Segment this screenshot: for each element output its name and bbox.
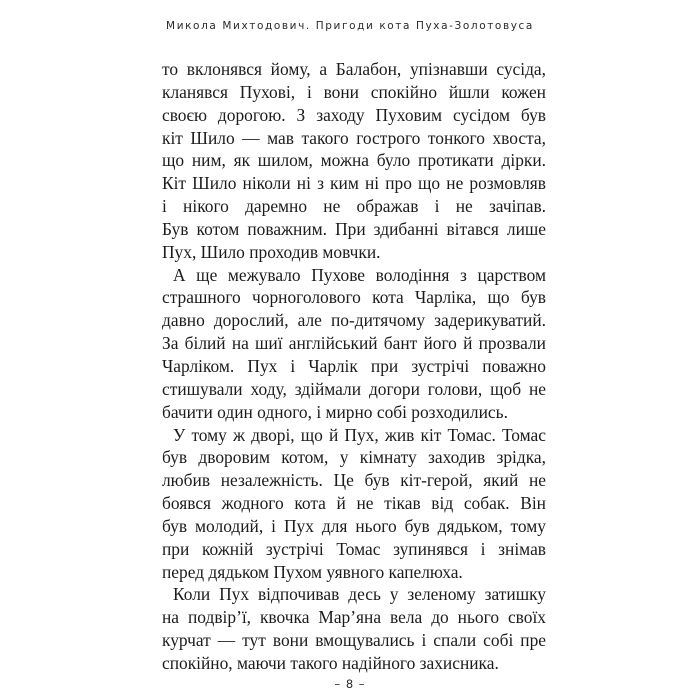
- text-line: Чарліком. Пух і Чарлік при зустрічі поважно: [162, 355, 546, 376]
- text-line: перед дядьком Пухом уявного капелюха.: [162, 561, 463, 582]
- text-line: стишували ходу, здіймали догори голови, щоб не: [162, 378, 546, 399]
- running-header: Микола Михтодович. Пригоди кота Пуха-Золотовуса: [166, 20, 534, 32]
- text-line: своєю дорогою. З заходу Пуховим сусідом був: [162, 104, 546, 125]
- text-line: бачити один одного, і мирно собі розходились.: [162, 401, 508, 422]
- text-line: курчат — тут вони вмощувались і спали собі пре: [162, 630, 546, 651]
- text-line: Був котом поважним. При здибанні вітався лише: [162, 218, 546, 239]
- page-number: – 8 –: [334, 677, 366, 691]
- text-line: любив незалежність. Це був кіт-герой, який не: [162, 470, 546, 491]
- text-line: що ним, як шилом, можна було протикати дірки.: [162, 150, 546, 171]
- text-line: на подвір’ї, квочка Мар’яна вела до нього своїх: [162, 607, 546, 628]
- text-line: при кожній зустрічі Томас зупинявся і знімав: [162, 538, 546, 559]
- text-line: У тому ж дворі, що й Пух, жив кіт Томас. Томас: [173, 424, 546, 445]
- text-line: боявся жодного кота й не тікав від собак. Він: [162, 493, 546, 514]
- paragraph: [162, 264, 546, 424]
- text-line: Пух, Шило проходив мовчки.: [162, 241, 381, 262]
- text-line: кіт Шило — мав такого гострого тонкого хвоста,: [162, 127, 546, 148]
- text-line: кланявся Пухові, і вони спокійно йшли кожен: [162, 81, 546, 102]
- text-line: то вклонявся йому, а Балабон, упізнавши сусіда,: [162, 59, 546, 79]
- body-text: [162, 58, 546, 675]
- text-line: і нікого даремно не ображав і не зачіпав.: [162, 196, 546, 217]
- text-line: страшного чорноголового кота Чарліка, що був: [162, 287, 546, 308]
- text-line: За білий на шиї англійський бант його й прозвали: [162, 333, 546, 354]
- paragraph: [162, 583, 546, 674]
- paragraph: [162, 424, 546, 584]
- text-line: був молодий, і Пух для нього був дядьком, тому: [162, 515, 546, 536]
- text-line: давно дорослий, але по-дитячому задерикуватий.: [162, 310, 546, 331]
- text-line: був дворовим котом, у кімнату заходив зрідка,: [162, 447, 546, 468]
- text-line: Коли Пух відпочивав десь у зеленому затишку: [173, 584, 546, 605]
- text-line: Кіт Шило ніколи ні з ким ні про що не розмовляв: [162, 173, 546, 194]
- paragraph: [162, 58, 546, 264]
- text-line: спокійно, маючи такого надійного захисника.: [162, 652, 499, 673]
- text-line: А ще межувало Пухове володіння з царством: [173, 264, 546, 285]
